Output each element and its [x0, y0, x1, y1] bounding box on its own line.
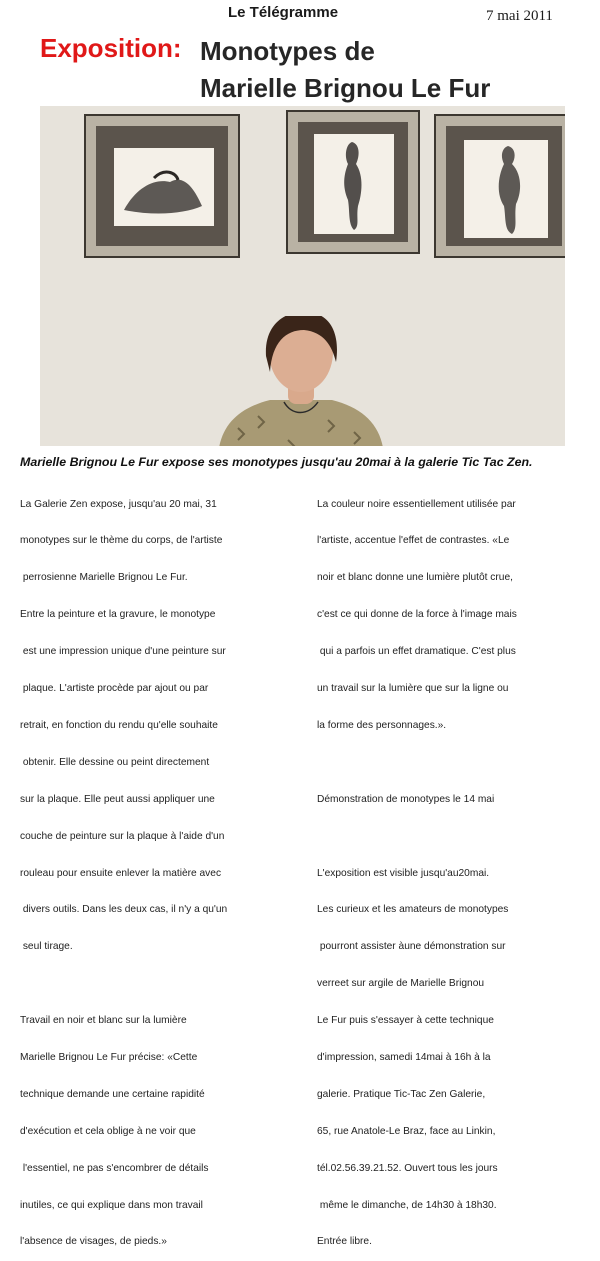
right-line: 65, rue Anatole-Le Braz, face au Linkin, — [317, 1125, 496, 1137]
left-line: monotypes sur le thème du corps, de l'artiste — [20, 535, 223, 547]
right-line: c'est ce qui donne de la force à l'image mais — [317, 609, 517, 621]
right-line: la forme des personnages.». — [317, 719, 447, 731]
left-line: rouleau pour ensuite enlever la matière avec — [20, 867, 222, 879]
publication-date: 7 mai 2011 — [486, 8, 553, 24]
left-line: sur la plaque. Elle peut aussi appliquer une — [20, 793, 215, 805]
right-line: Le Fur puis s'essayer à cette technique — [317, 1015, 494, 1027]
left-line: l'absence de visages, de pieds.» — [20, 1236, 167, 1248]
article-right-column — [317, 474, 517, 1261]
left-line: seul tirage. — [20, 941, 73, 953]
artist-portrait — [208, 316, 394, 446]
right-line: d'impression, samedi 14mai à 16h à la — [317, 1051, 491, 1063]
left-line — [20, 978, 227, 990]
right-line: Démonstration de monotypes le 14 mai — [317, 793, 495, 805]
left-line: Marielle Brignou Le Fur précise: «Cette — [20, 1051, 198, 1063]
left-line: Entre la peinture et la gravure, le monotype — [20, 609, 216, 621]
left-line: plaque. L'artiste procède par ajout ou par — [20, 683, 209, 695]
left-line: divers outils. Dans les deux cas, il n'y a qu'un — [20, 904, 228, 916]
right-line: l'artiste, accentue l'effet de contrastes. «Le — [317, 535, 510, 547]
right-line: même le dimanche, de 14h30 à 18h30. — [317, 1199, 497, 1211]
framed-artwork-1 — [84, 114, 240, 258]
framed-artwork-3 — [434, 114, 565, 258]
right-line: noir et blanc donne une lumière plutôt crue, — [317, 572, 513, 584]
left-line: inutiles, ce qui explique dans mon travail — [20, 1199, 203, 1211]
right-line: galerie. Pratique Tic-Tac Zen Galerie, — [317, 1088, 486, 1100]
right-line: tél.02.56.39.21.52. Ouvert tous les jours — [317, 1162, 498, 1174]
right-line: qui a parfois un effet dramatique. C'est plus — [317, 646, 516, 658]
right-line: Entrée libre. — [317, 1236, 372, 1248]
newspaper-name: Le Télégramme — [228, 4, 339, 21]
left-line: technique demande une certaine rapidité — [20, 1088, 205, 1100]
right-line — [317, 757, 517, 769]
exhibition-photo — [40, 106, 565, 446]
framed-artwork-2 — [286, 110, 420, 254]
right-line: Les curieux et les amateurs de monotypes — [317, 904, 509, 916]
article-left-column — [20, 474, 227, 1261]
headline-label: Exposition: — [40, 33, 182, 63]
right-line — [317, 831, 517, 843]
photo-caption: Marielle Brignou Le Fur expose ses monotypes jusqu'au 20mai à la galerie Tic Tac Zen. — [20, 455, 533, 469]
right-line: pourront assister àune démonstration sur — [317, 941, 506, 953]
left-line: l'essentiel, ne pas s'encombrer de détails — [20, 1162, 209, 1174]
right-line: un travail sur la lumière que sur la ligne ou — [317, 683, 509, 695]
left-line: La Galerie Zen expose, jusqu'au 20 mai, 31 — [20, 498, 217, 510]
left-line: d'exécution et cela oblige à ne voir que — [20, 1125, 196, 1137]
left-line: couche de peinture sur la plaque à l'aide d'un — [20, 830, 225, 842]
left-line: retrait, en fonction du rendu qu'elle souhaite — [20, 719, 218, 731]
right-line: verreet sur argile de Marielle Brignou — [317, 978, 485, 990]
right-line: L'exposition est visible jusqu'au20mai. — [317, 867, 490, 879]
headline-title-line-1: Monotypes de — [200, 36, 375, 66]
headline-title-line-2: Marielle Brignou Le Fur — [200, 73, 491, 103]
left-line: Travail en noir et blanc sur la lumière — [20, 1015, 187, 1027]
left-line: est une impression unique d'une peinture sur — [20, 646, 226, 658]
left-line: perrosienne Marielle Brignou Le Fur. — [20, 572, 188, 584]
right-line: La couleur noire essentiellement utilisée par — [317, 498, 516, 510]
left-line: obtenir. Elle dessine ou peint directement — [20, 756, 210, 768]
headline-title — [200, 33, 490, 107]
